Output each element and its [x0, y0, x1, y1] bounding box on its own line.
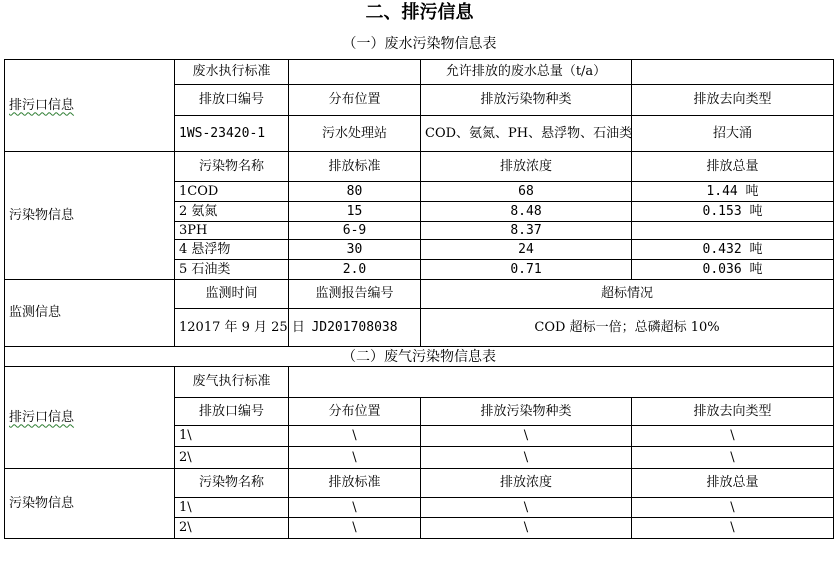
monitoring-header: 监测时间 [175, 280, 289, 309]
ex-standard-value [289, 367, 834, 398]
ex-pollutant-cell: \ [632, 518, 834, 539]
ex-outlet-cell: \ [289, 447, 421, 469]
ww-pollutant-cell: 24 [421, 240, 632, 260]
ex-outlet-group-label: 排污口信息 [5, 367, 175, 469]
ex-pollutant-cell: \ [421, 518, 632, 539]
ex-outlet-cell: \ [632, 447, 834, 469]
ww-pollutant-cell: 80 [289, 182, 421, 202]
ww-outlet-group-label: 排污口信息 [5, 60, 175, 152]
ex-pollutant-cell: \ [632, 498, 834, 518]
ex-standard-row [5, 367, 834, 398]
ww-pollutant-cell: 68 [421, 182, 632, 202]
monitoring-cell: 12017 年 9 月 25 日 [175, 309, 289, 347]
ex-pollutant-header: 排放标准 [289, 469, 421, 498]
ex-pollutant-header: 排放总量 [632, 469, 834, 498]
ex-standard-label: 废气执行标准 [175, 367, 289, 398]
ww-standard-row [5, 60, 834, 85]
ex-pollutant-cell: \ [289, 518, 421, 539]
ex-outlet-cell: \ [289, 426, 421, 447]
page-title: 二、排污信息 [365, 2, 474, 23]
ww-outlet-header: 排放污染物种类 [421, 85, 632, 116]
ww-pollutant-cell: 5 石油类 [175, 260, 289, 280]
ex-outlet-cell: \ [421, 447, 632, 469]
ex-pollutant-header-row [5, 469, 834, 498]
ex-outlet-cell: \ [632, 426, 834, 447]
ww-pollutant-cell: 3PH [175, 222, 289, 240]
monitoring-header-row [5, 280, 834, 309]
ww-standard-value [289, 60, 421, 85]
exhaust-subtitle: （二）废气污染物信息表 [5, 347, 834, 367]
ww-pollutant-cell: 0.036 吨 [632, 260, 834, 280]
pollution-info-table [4, 59, 834, 539]
ex-pollutant-header: 污染物名称 [175, 469, 289, 498]
monitoring-header: 监测报告编号 [289, 280, 421, 309]
ex-pollutant-cell: \ [289, 498, 421, 518]
ww-standard-label: 废水执行标准 [175, 60, 289, 85]
ww-pollutant-cell: 2.0 [289, 260, 421, 280]
ww-pollutant-cell [632, 222, 834, 240]
ww-outlet-cell: 招大涌 [632, 116, 834, 152]
ww-outlet-cell: 1WS-23420-1 [175, 116, 289, 152]
ww-pollutant-cell: 0.71 [421, 260, 632, 280]
ww-pollutant-header: 排放总量 [632, 152, 834, 182]
ex-outlet-header: 排放去向类型 [632, 398, 834, 426]
ww-outlet-header: 分布位置 [289, 85, 421, 116]
ww-pollutant-cell: 6-9 [289, 222, 421, 240]
ww-pollutant-cell: 0.153 吨 [632, 202, 834, 222]
ww-outlet-header: 排放去向类型 [632, 85, 834, 116]
ex-outlet-cell: 1\ [175, 426, 289, 447]
ww-pollutant-cell: 8.48 [421, 202, 632, 222]
ex-pollutant-group-label: 污染物信息 [5, 469, 175, 539]
exhaust-subtitle-row [5, 347, 834, 367]
ww-allowed-total-label: 允许排放的废水总量（t/a） [421, 60, 632, 85]
monitoring-group-label: 监测信息 [5, 280, 175, 347]
ex-pollutant-header: 排放浓度 [421, 469, 632, 498]
ww-pollutant-cell: 4 悬浮物 [175, 240, 289, 260]
ex-outlet-cell: 2\ [175, 447, 289, 469]
monitoring-header: 超标情况 [421, 280, 834, 309]
monitoring-cell: JD201708038 [289, 309, 421, 347]
ww-outlet-header: 排放口编号 [175, 85, 289, 116]
ww-pollutant-cell: 0.432 吨 [632, 240, 834, 260]
ww-pollutant-group-label: 污染物信息 [5, 152, 175, 280]
ww-outlet-cell: 污水处理站 [289, 116, 421, 152]
ww-pollutant-cell: 8.37 [421, 222, 632, 240]
ww-pollutant-header-row [5, 152, 834, 182]
ww-pollutant-header: 污染物名称 [175, 152, 289, 182]
ex-outlet-cell: \ [421, 426, 632, 447]
ww-pollutant-cell: 30 [289, 240, 421, 260]
monitoring-cell: COD 超标一倍；总磷超标 10% [421, 309, 834, 347]
ex-pollutant-cell: 2\ [175, 518, 289, 539]
ww-outlet-cell: COD、氨氮、PH、悬浮物、石油类 [421, 116, 632, 152]
wastewater-subtitle: （一）废水污染物信息表 [342, 36, 497, 52]
ww-pollutant-cell: 2 氨氮 [175, 202, 289, 222]
ww-pollutant-cell: 15 [289, 202, 421, 222]
ww-allowed-total-value [632, 60, 834, 85]
ww-pollutant-header: 排放标准 [289, 152, 421, 182]
ex-outlet-header: 排放口编号 [175, 398, 289, 426]
ex-pollutant-cell: \ [421, 498, 632, 518]
ww-pollutant-cell: 1COD [175, 182, 289, 202]
ex-outlet-header: 排放污染物种类 [421, 398, 632, 426]
ex-outlet-header: 分布位置 [289, 398, 421, 426]
ww-pollutant-cell: 1.44 吨 [632, 182, 834, 202]
ex-pollutant-cell: 1\ [175, 498, 289, 518]
ww-pollutant-header: 排放浓度 [421, 152, 632, 182]
